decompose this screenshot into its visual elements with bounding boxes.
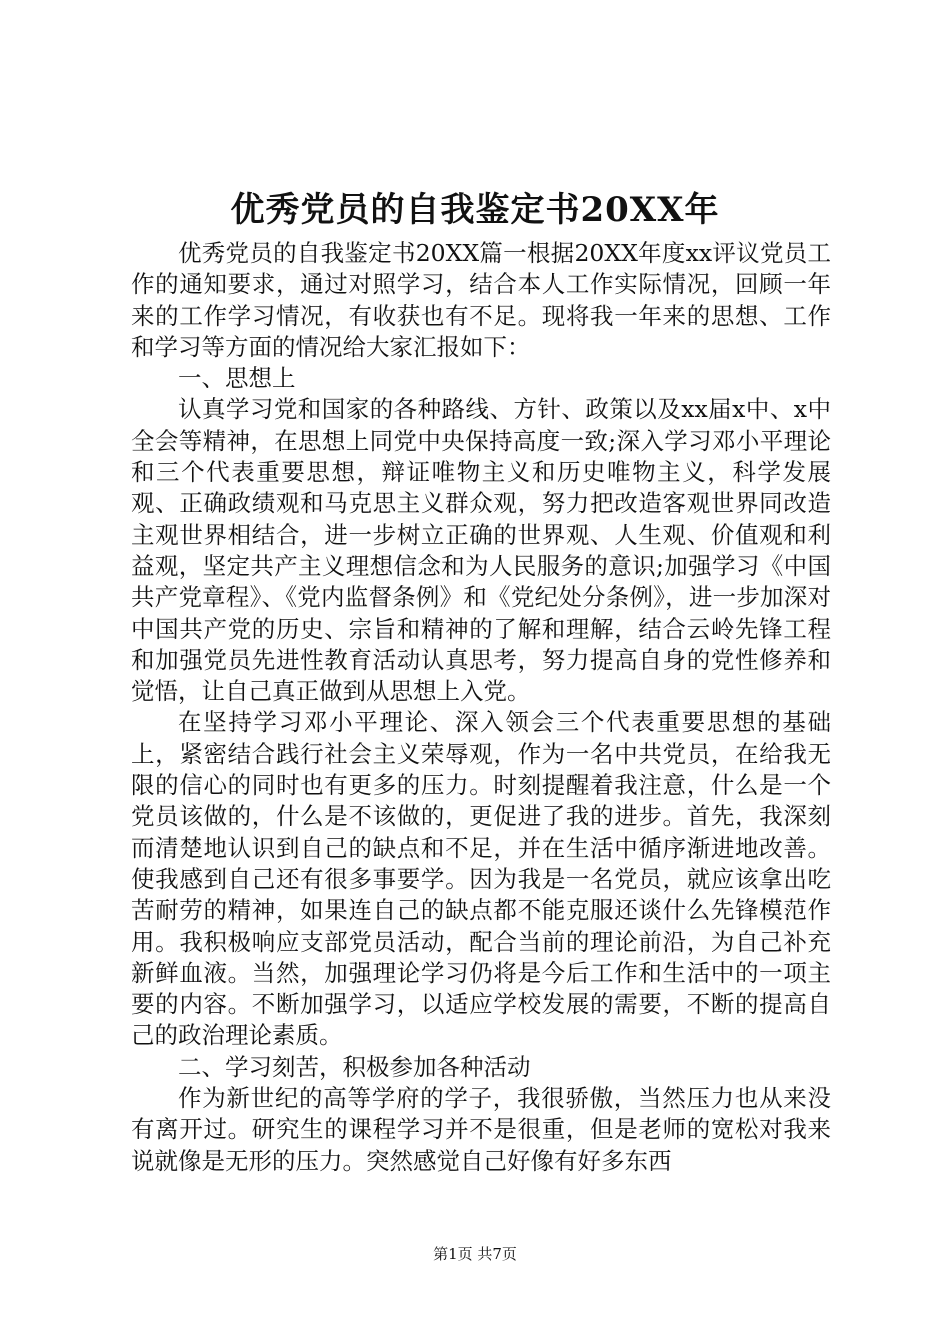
paragraph-intro: 优秀党员的自我鉴定书20XX篇一根据20XX年度xx评议党员工作的通知要求，通过对照学习，结合本人工作实际情况，回顾一年来的工作学习情况，有收获也有不足。现将我一年来的思想、工作和学习等方面的情况给大家汇报如下： [131,239,831,361]
paragraph-theory: 在坚持学习邓小平理论、深入领会三个代表重要思想的基础上，紧密结合践行社会主义荣辱观，作为一名中共党员，在给我无限的信心的同时也有更多的压力。时刻提醒着我注意，什么是一个党员该做的，什么是不该做的，更促进了我的进步。首先，我深刻而清楚地认识到自己的缺点和不足，并在生活中循序渐进地改善。使我感到自己还有很多事要学。因为我是一名党员，就应该拿出吃苦耐劳的精神，如果连自己的缺点都不能克服还谈什么先锋模范作用。我积极响应支部党员活动，配合当前的理论前沿，为自己补充新鲜血液。当然，加强理论学习仍将是今后工作和生活中的一项主要的内容。不断加强学习，以适应学校发展的需要，不断的提高自己的政治理论素质。 [131,708,831,1050]
document-title: 优秀党员的自我鉴定书20XX年 [230,190,720,230]
document-body [131,238,831,1177]
page-footer: 第1页 共7页 [433,1245,517,1263]
section-heading-study: 二、学习刻苦，积极参加各种活动 [178,1052,531,1081]
paragraph-thought: 认真学习党和国家的各种路线、方针、政策以及xx届x中、x中全会等精神，在思想上同党中央保持高度一致;深入学习邓小平理论和三个代表重要思想，辩证唯物主义和历史唯物主义，科学发展观、正确政绩观和马克思主义群众观，努力把改造客观世界同改造主观世界相结合，进一步树立正确的世界观、人生观、价值观和利益观，坚定共产主义理想信念和为人民服务的意识;加强学习《中国共产党章程》、《党内监督条例》和《党纪处分条例》，进一步加深对中国共产党的历史、宗旨和精神的了解和理解，结合云岭先锋工程和加强党员先进性教育活动认真思考，努力提高自身的党性修养和觉悟，让自己真正做到从思想上入党。 [131,395,831,706]
section-heading-thought: 一、思想上 [178,364,296,393]
paragraph-study: 作为新世纪的高等学府的学子，我很骄傲，当然压力也从来没有离开过。研究生的课程学习并不是很重，但是老师的宽松对我来说就像是无形的压力。突然感觉自己好像有好多东西 [131,1084,831,1175]
